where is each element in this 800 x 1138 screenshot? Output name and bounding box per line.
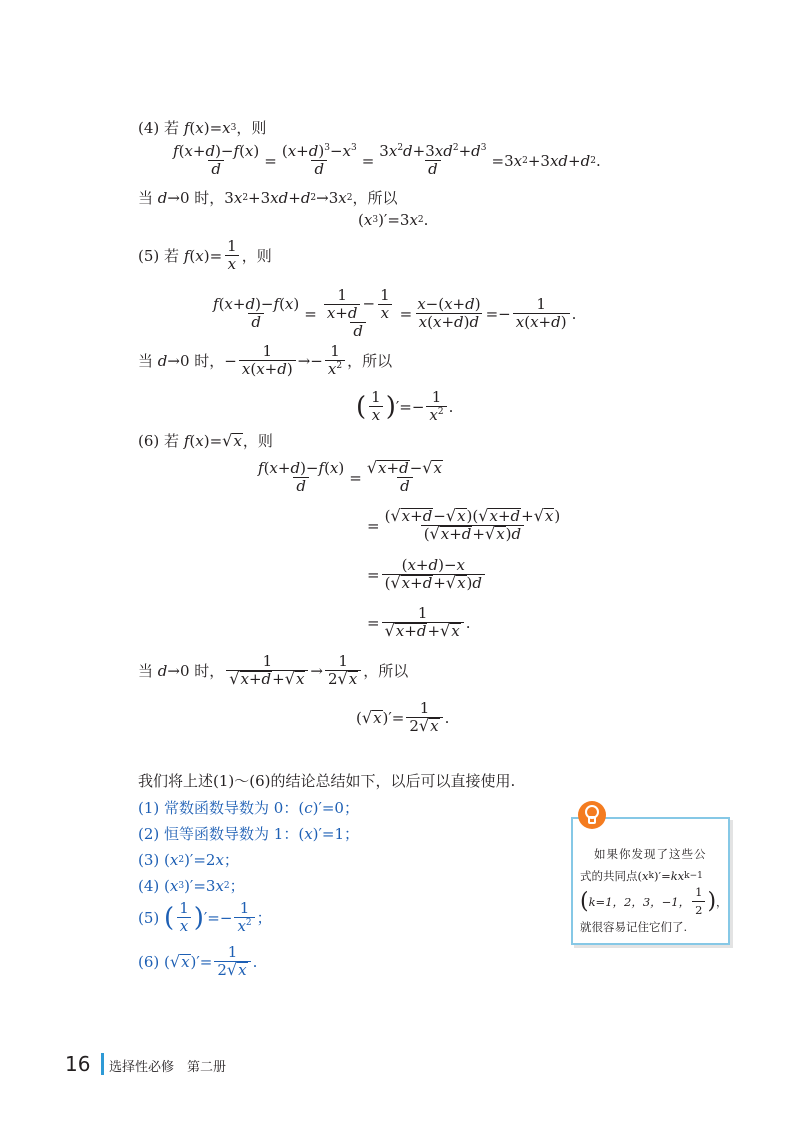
equation-5-difference-quotient: $\frac{f(x+d)-f(x)}{d}$ = $\frac{1}{x+d}$ − $\frac{1}{x}$ d = $\frac{x-(x+d)}{x(x+d)d}$ =− $\frac{1}{x(x+d)}$ . (213, 286, 577, 340)
rule-5: (5) ( $\frac{1}{x}$ ) ′=− $\frac{1}{x^2}$ ； (138, 899, 272, 935)
rule-3: (3) ( x 2 )′=2 x ； (138, 850, 239, 869)
rule-4: (4) ( x 3 )′=3 x 2 ； (138, 876, 245, 895)
book-title: 选择性必修 第二册 (109, 1060, 227, 1075)
tip-line-1: 如果你发现了这些公 (594, 847, 707, 861)
tip-line-3: ( k=1，2，3，−1， $\frac{1}{2}$ ) ， (580, 885, 728, 917)
limit-line-4: 当 d →0 时， 3 x 2 +3 xd + d 2 →3 x 2 ，所以 (138, 188, 398, 207)
tip-line-2: 式的共同点 ( x k )′= kx k−1 (580, 869, 703, 883)
equation-6-step-4: = 1 √ x+d + √ x . (367, 604, 471, 640)
equation-6-step-1: $\frac{f(x+d)-f(x)}{d}$ = √ x+d − √ x d (258, 458, 442, 495)
limit-line-5: 当 d →0 时， − $\frac{1}{x(x+d)}$ →− $\frac{1}{x^2}$ ，所以 (138, 342, 393, 378)
equation-6-step-2: = ( √ x+d − √ x )( √ x+d + √ x ) ( √ x+d + √ x )d (367, 506, 561, 543)
tip-line-4: 就很容易记住它们了. (580, 920, 688, 934)
lightbulb-icon (577, 800, 607, 830)
item-label: (6) (138, 431, 160, 450)
item-6-header: (6) 若 f ( x )= √ x ，则 (138, 430, 273, 450)
rule-6: (6) ( √ x )′= 1 2 √ x . (138, 943, 258, 979)
equation-6-step-3: = (x+d)−x ( √ x+d + √ x )d (367, 557, 487, 592)
limit-line-6: 当 d →0 时， 1 √ x+d + √ x → 1 2 √ x ，所以 (138, 652, 409, 688)
footer-divider (101, 1053, 104, 1075)
rule-1: (1) 常数函数导数为 0：( c )′=0； (138, 798, 359, 817)
result-5: ( $\frac{1}{x}$ ) ′=− $\frac{1}{x^2}$ . (356, 388, 454, 424)
summary-intro: 我们将上述(1)～(6)的结论总结如下，以后可以直接使用. (138, 772, 516, 790)
item-4-header: (4) 若 f ( x )= x 3 ，则 (138, 118, 267, 137)
page-number: 16 (65, 1052, 91, 1076)
result-4: ( x 3 )′=3 x 2 . (358, 211, 429, 229)
rule-2: (2) 恒等函数导数为 1：( x )′=1； (138, 824, 360, 843)
item-5-header: (5) 若 f ( x )= $\frac{1}{x}$ ，则 (138, 237, 272, 273)
item-label: (4) (138, 118, 160, 137)
item-label: (5) (138, 246, 160, 265)
result-6: ( √ x )′= 1 2 √ x . (356, 699, 450, 735)
equation-4-difference-quotient: $\frac{f(x+d)-f(x)}{d}$ = $\frac{(x+d)^3-x^3}{d}$ = $\frac{3x^2d+3xd^2+d^3}{d}$ =3 x 2 +3 xd + d 2 . (173, 142, 601, 178)
